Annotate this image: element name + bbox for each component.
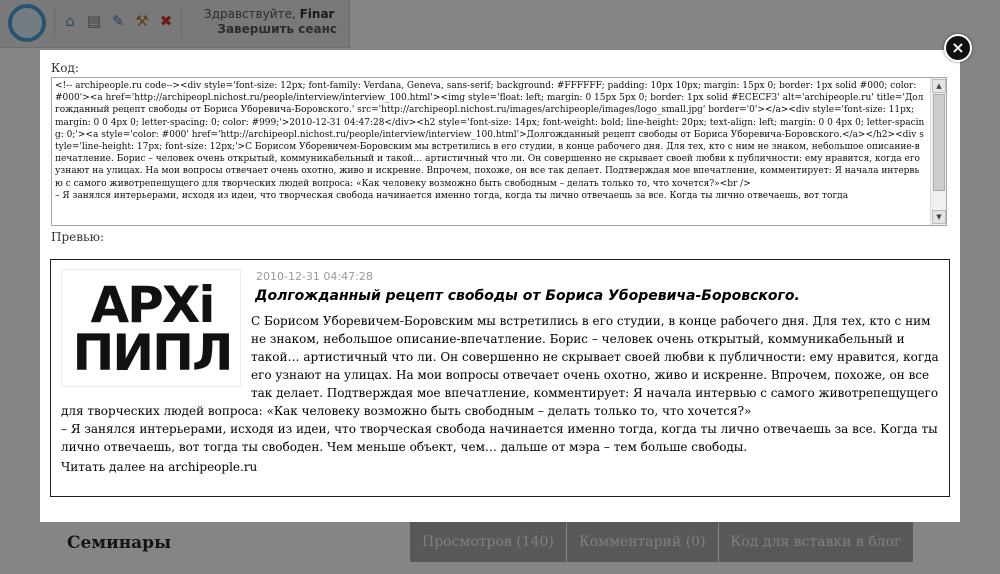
- logo-line-2: ПИПЛ: [72, 324, 232, 382]
- tools-icon[interactable]: ⚒: [135, 12, 149, 30]
- edit-icon[interactable]: ✎: [111, 12, 125, 30]
- preview-box: [50, 259, 950, 497]
- code-label: Код:: [51, 61, 79, 75]
- post-date: 2010-12-31 04:47:28: [256, 270, 373, 283]
- logout-link[interactable]: Завершить сеанс: [217, 22, 337, 36]
- delete-icon[interactable]: ✖: [159, 12, 173, 30]
- preview-label: Превью:: [51, 230, 105, 244]
- tab-embed-code[interactable]: Код для вставки в блог: [719, 522, 914, 562]
- read-more-link[interactable]: Читать далее на archipeople.ru: [61, 460, 258, 474]
- section-label: Семинары: [67, 533, 172, 553]
- post-body: [61, 312, 941, 456]
- post-title-link[interactable]: Долгожданный рецепт свободы от Бориса Уборевича-Боровского.: [255, 288, 800, 304]
- logo-line-1: АРХі: [90, 276, 214, 334]
- scrollbar-thumb[interactable]: [933, 94, 945, 191]
- document-icon[interactable]: ▤: [86, 12, 102, 30]
- username: Finar: [299, 7, 335, 21]
- code-scrollbar[interactable]: [930, 78, 946, 225]
- scroll-up-arrow-icon[interactable]: ▲: [932, 79, 946, 93]
- tab-comments[interactable]: Комментарий (0): [567, 522, 718, 562]
- embed-code-modal: [40, 50, 960, 522]
- code-text[interactable]: <!-- archipeople.ru code--><div style='font-size: 12px; font-family: Verdana, Geneva, sans-serif; background: #FFFFFF; padding: 10px 10px; margin: 15px 0; border: 1px solid #000; color: #000'><a href='http://archipeopl.nichost.ru/people/interview/interview_100.html'><img style='float: left; margin: 0 15px 5px 0; border: 1px solid #ECECF3' alt='archipeople.ru' title='Долгожданный рецепт свободы от Бориса Уборевича-Боровского.' src='http://archipeopl.nichost.ru/images/archipeople/images/logo_small.jpg' border='0'></a><div style='font-size: 11px; margin: 0 0 4px 0; letter-spacing: 0; color: #999;'>2010-12-31 04:47:28</div><h2 style='font-size: 14px; font-weight: bold; line-height: 20px; text-align: left; margin: 0 0 4px 0; letter-spacing: 0;'><a style='color: #000' href='http://archipeopl.nichost.ru/people/interview/interview_100.html'>Долгожданный рецепт свободы от Бориса Уборевича-Боровского.</a></h2><div style='line-height: 17px; font-size: 12px;'>С Борисом Уборевичем-Боровским мы встретились в его студии, в конце рабочего дня. Для тех, кто с ним не знаком, небольшое описание-впечатление. Борис – человек очень открытый, коммуникабельный и такой… артистичный что ли. Он совершенно не скрывает своей любви к публичности: ему нравится, когда его узнают на улицах. На мои вопросы отвечает очень охотно, живо и искренне. Впрочем, похоже, он все так делает. Подтверждая мое впечатление, комментирует: Я начала интервью с самого животрепещущего для творческих людей вопроса: «Как человеку возможно быть свободным – делать только то, что хочется?»<br /> – Я занялся интерьерами, исходя из идеи, что творческая свобода начинается именно тогда, когда ты лично отвечаешь за все. Когда ты лично отвечаешь, вот тогда: [55, 81, 925, 201]
- home-icon[interactable]: ⌂: [65, 12, 75, 30]
- tab-views[interactable]: Просмотров (140): [410, 522, 566, 562]
- post-paragraph-2: – Я занялся интерьерами, исходя из идеи, что творческая свобода начинается именно тогда, когда ты лично отвечаешь за все. Когда ты лично отвечаешь, вот тогда ты свободен. Чем меньше объект, чем… дальше от мэра – тем больше свободы.: [61, 422, 938, 454]
- post-paragraph-1: С Борисом Уборевичем-Боровским мы встретились в его студии, в конце рабочего дня. Для тех, кто с ним не знаком, небольшое описание-впечатление. Борис – человек очень открытый, коммуникабельный и такой… артистичный что ли. Он совершенно не скрывает своей любви к публичности: ему нравится, когда его узнают на улицах. На мои вопросы отвечает очень охотно, живо и искренне. Впрочем, похоже, он все так делает. Подтверждая мое впечатление, комментирует: Я начала интервью с самого животрепещущего для творческих людей вопроса: «Как человеку возможно быть свободным – делать только то, что хочется?»: [61, 314, 939, 418]
- scroll-down-arrow-icon[interactable]: ▼: [932, 210, 946, 224]
- greeting-text: Здравствуйте,: [204, 7, 296, 21]
- close-icon[interactable]: ×: [944, 34, 972, 62]
- code-textarea[interactable]: [51, 77, 947, 226]
